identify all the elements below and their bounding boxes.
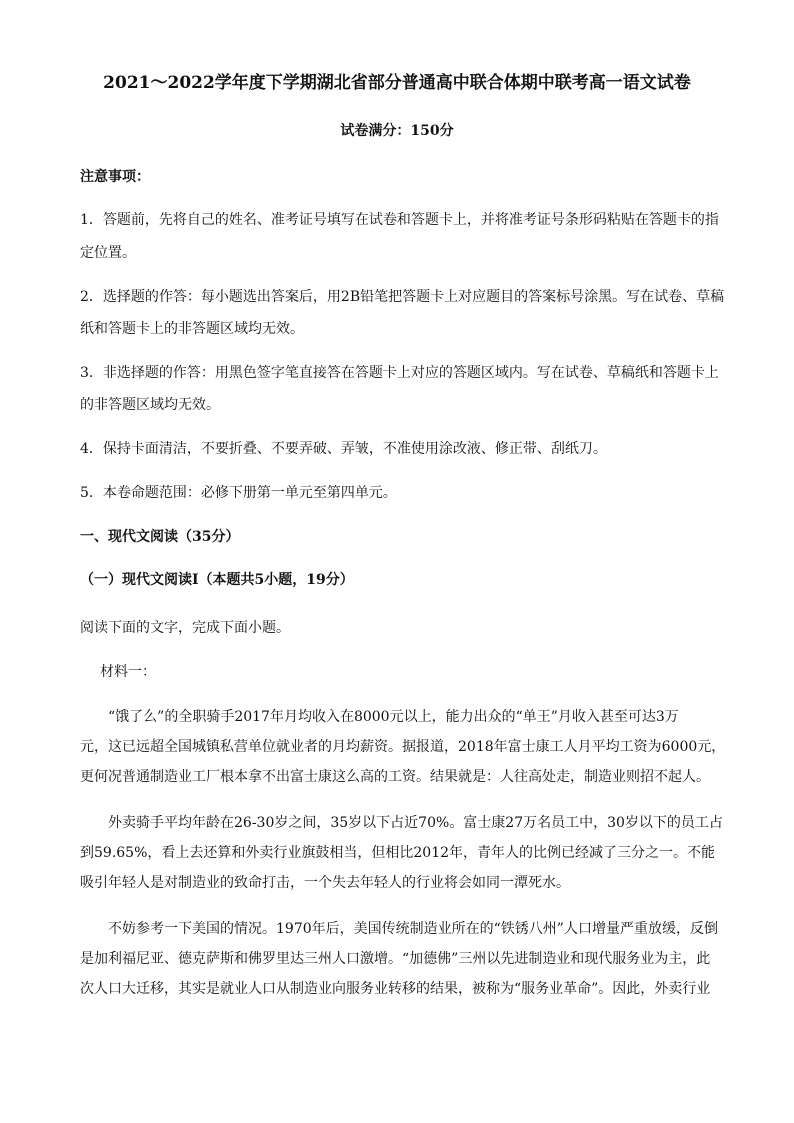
paragraph-2-line-3: 吸引年轻人是对制造业的致命打击，一个失去年轻人的行业将会如同一潭死水。: [80, 875, 570, 891]
paragraph-3-line-3: 次人口大迁移，其实是就业人口从制造业向服务业转移的结果，被称为“服务业革命”。因此，外卖行业: [80, 981, 711, 997]
notice-2-line-1: 2．选择题的作答：每小题选出答案后，用2B铅笔把答题卡上对应题目的答案标号涂黑。写在试卷、草稿: [80, 289, 725, 305]
paragraph-1-line-3: 更何况普通制造业工厂根本拿不出富士康这么高的工资。结果就是：人往高处走，制造业则招不起人。: [80, 769, 710, 785]
paragraph-2-line-2: 到59.65%，看上去还算和外卖行业旗鼓相当，但相比2012年，青年人的比例已经减了三分之一。不能: [80, 845, 716, 861]
notice-2-line-2: 纸和答题卡上的非答题区域均无效。: [80, 321, 304, 337]
notice-1-line-1: 1．答题前，先将自己的姓名、准考证号填写在试卷和答题卡上，并将准考证号条形码粘贴在答题卡的指: [80, 212, 719, 228]
reading-instruction: 阅读下面的文字，完成下面小题。: [80, 620, 290, 636]
paragraph-1-line-1: “饿了么”的全职骑手2017年月均收入在8000元以上，能力出众的“单王”月收入甚至可达3万: [108, 709, 679, 725]
section-heading: 一、现代文阅读（35分）: [80, 529, 240, 545]
paragraph-3-line-1: 不妨参考一下美国的情况。1970年后，美国传统制造业所在的“铁锈八州”人口增量严重放缓，反倒: [108, 921, 718, 937]
paragraph-3-line-2: 是加利福尼亚、德克萨斯和佛罗里达三州人口激增。“加德佛”三州以先进制造业和现代服务业为主，此: [80, 951, 711, 967]
full-score: 试卷满分：150分: [340, 123, 454, 139]
notice-3-line-2: 的非答题区域均无效。: [80, 397, 220, 413]
paragraph-2-line-1: 外卖骑手平均年龄在26-30岁之间，35岁以下占近70%。富士康27万名员工中，30岁以下的员工占: [108, 815, 723, 831]
notice-3-line-1: 3．非选择题的作答：用黑色签字笔直接答在答题卡上对应的答题区域内。写在试卷、草稿纸和答题卡上: [80, 365, 719, 381]
notice-5: 5．本卷命题范围：必修下册第一单元至第四单元。: [80, 485, 397, 501]
subsection-heading: （一）现代文阅读Ⅰ（本题共5小题，19分）: [80, 572, 354, 588]
notice-heading: 注意事项：: [80, 169, 150, 185]
notice-1-line-2: 定位置。: [80, 245, 136, 261]
exam-title: 2021～2022学年度下学期湖北省部分普通高中联合体期中联考高一语文试卷: [103, 73, 691, 93]
material-label: 材料一：: [100, 664, 156, 680]
notice-4: 4．保持卡面清洁，不要折叠、不要弄破、弄皱，不准使用涂改液、修正带、刮纸刀。: [80, 441, 607, 457]
paragraph-1-line-2: 元，这已远超全国城镇私营单位就业者的月均薪资。据报道，2018年富士康工人月平均工资为6000元，: [80, 739, 726, 755]
